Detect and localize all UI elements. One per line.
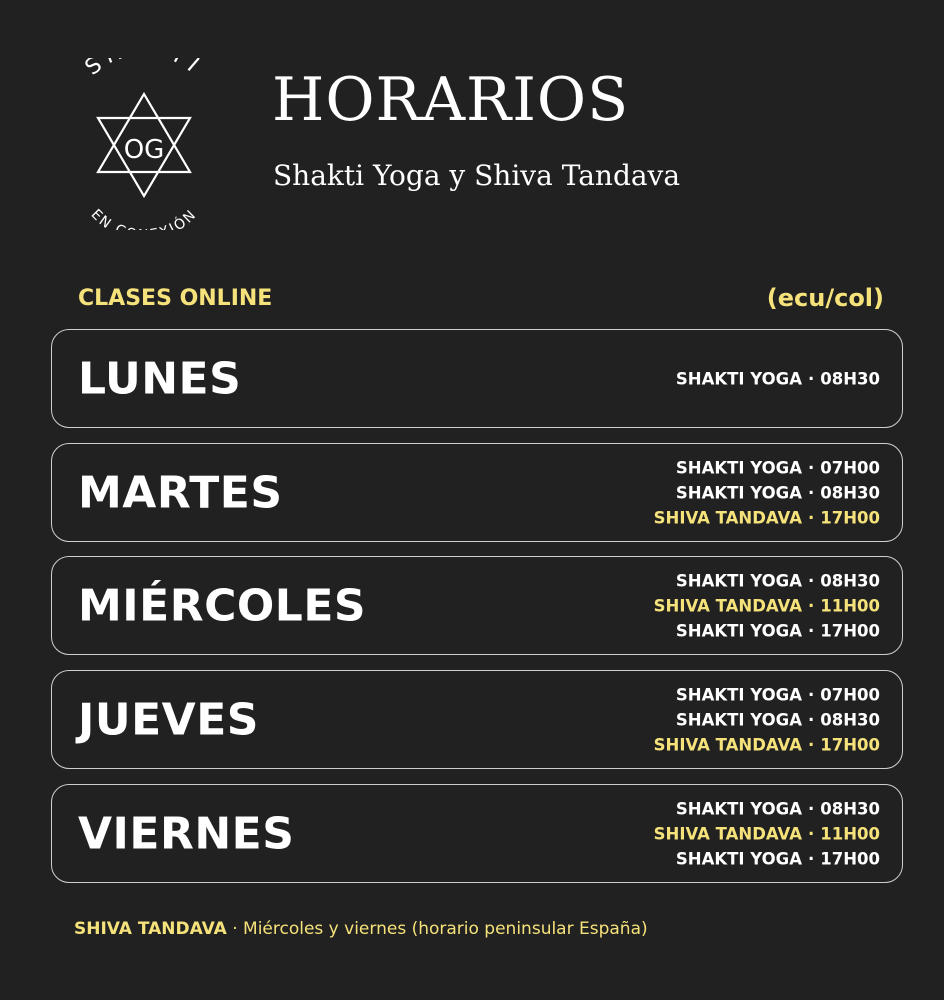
class-item bbox=[654, 480, 880, 505]
class-item bbox=[654, 846, 880, 871]
class-name: SHAKTI YOGA bbox=[675, 458, 802, 477]
class-separator: · bbox=[807, 508, 815, 527]
footer-note bbox=[74, 919, 648, 939]
class-separator: · bbox=[807, 621, 815, 640]
class-time: 17H00 bbox=[820, 621, 880, 640]
class-time: 07H00 bbox=[820, 685, 880, 704]
day-name: LUNES bbox=[78, 353, 242, 404]
class-time: 08H30 bbox=[820, 483, 880, 502]
page-subtitle: Shakti Yoga y Shiva Tandava bbox=[273, 159, 681, 192]
class-separator: · bbox=[807, 571, 815, 590]
class-item bbox=[654, 796, 880, 821]
brand-logo bbox=[60, 58, 228, 230]
class-item bbox=[654, 821, 880, 846]
star-of-david-logo-icon bbox=[60, 58, 228, 230]
footer-highlight: SHIVA TANDAVA bbox=[74, 919, 227, 939]
class-list bbox=[676, 366, 880, 391]
class-name: SHIVA TANDAVA bbox=[653, 824, 802, 843]
class-item bbox=[654, 618, 880, 643]
day-card-martes bbox=[51, 443, 903, 542]
class-name: SHIVA TANDAVA bbox=[653, 735, 802, 754]
day-card-jueves bbox=[51, 670, 903, 769]
region-label: (ecu/col) bbox=[766, 284, 884, 312]
logo-monogram: OG bbox=[123, 135, 165, 165]
day-name: MIÉRCOLES bbox=[78, 580, 367, 631]
class-item bbox=[654, 568, 880, 593]
class-name: SHAKTI YOGA bbox=[675, 369, 802, 388]
class-name: SHAKTI YOGA bbox=[675, 483, 802, 502]
day-card-miercoles bbox=[51, 556, 903, 655]
class-list bbox=[654, 796, 880, 871]
logo-name-top: S I bbox=[80, 58, 208, 81]
class-item bbox=[654, 505, 880, 530]
class-list bbox=[654, 455, 880, 530]
class-time: 08H30 bbox=[820, 369, 880, 388]
class-separator: · bbox=[807, 483, 815, 502]
day-name: VIERNES bbox=[78, 808, 295, 859]
svg-text:EN CONEXIÓN bbox=[88, 206, 201, 230]
class-time: 08H30 bbox=[820, 710, 880, 729]
day-name: JUEVES bbox=[78, 694, 259, 745]
class-separator: · bbox=[807, 369, 815, 388]
day-card-viernes bbox=[51, 784, 903, 883]
class-separator: · bbox=[807, 685, 815, 704]
class-time: 17H00 bbox=[820, 735, 880, 754]
class-separator: · bbox=[807, 799, 815, 818]
page-title: HORARIOS bbox=[272, 65, 630, 135]
class-time: 08H30 bbox=[820, 799, 880, 818]
footer-text: Miércoles y viernes (horario peninsular España) bbox=[243, 919, 648, 939]
class-item bbox=[654, 732, 880, 757]
section-label: CLASES ONLINE bbox=[78, 286, 273, 311]
class-separator: · bbox=[807, 710, 815, 729]
class-name: SHAKTI YOGA bbox=[675, 799, 802, 818]
class-name: SHAKTI YOGA bbox=[675, 710, 802, 729]
class-name: SHAKTI YOGA bbox=[675, 685, 802, 704]
day-card-lunes bbox=[51, 329, 903, 428]
logo-name-bottom: EN IÓN bbox=[87, 206, 201, 230]
class-time: 17H00 bbox=[820, 508, 880, 527]
class-item bbox=[654, 707, 880, 732]
class-list bbox=[654, 568, 880, 643]
footer-separator: · bbox=[232, 919, 238, 939]
class-item bbox=[654, 682, 880, 707]
class-item bbox=[654, 593, 880, 618]
class-name: SHIVA TANDAVA bbox=[653, 596, 802, 615]
class-name: SHAKTI YOGA bbox=[675, 621, 802, 640]
class-separator: · bbox=[807, 824, 815, 843]
class-time: 07H00 bbox=[820, 458, 880, 477]
class-item bbox=[676, 366, 880, 391]
class-time: 11H00 bbox=[820, 824, 880, 843]
svg-text:SHAKTI bbox=[81, 58, 208, 81]
class-time: 11H00 bbox=[820, 596, 880, 615]
day-name: MARTES bbox=[78, 467, 283, 518]
class-list bbox=[654, 682, 880, 757]
class-name: SHAKTI YOGA bbox=[675, 571, 802, 590]
class-name: SHAKTI YOGA bbox=[675, 849, 802, 868]
class-time: 17H00 bbox=[820, 849, 880, 868]
class-separator: · bbox=[807, 849, 815, 868]
class-separator: · bbox=[807, 458, 815, 477]
class-time: 08H30 bbox=[820, 571, 880, 590]
class-separator: · bbox=[807, 735, 815, 754]
class-separator: · bbox=[807, 596, 815, 615]
class-item bbox=[654, 455, 880, 480]
class-name: SHIVA TANDAVA bbox=[653, 508, 802, 527]
